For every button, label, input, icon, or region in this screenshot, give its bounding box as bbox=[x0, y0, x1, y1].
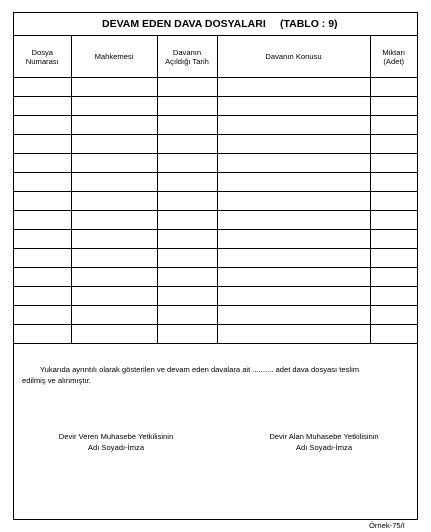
table-cell bbox=[370, 249, 417, 268]
table-cell bbox=[370, 173, 417, 192]
table-cell bbox=[370, 78, 417, 97]
table-cell bbox=[71, 325, 157, 344]
case-files-table bbox=[14, 35, 417, 344]
table-cell bbox=[14, 249, 71, 268]
title-row bbox=[14, 13, 417, 36]
table-cell bbox=[217, 306, 370, 325]
table-cell bbox=[14, 325, 71, 344]
table-cell bbox=[14, 135, 71, 154]
table-cell bbox=[71, 97, 157, 116]
col-header-quantity: Miktarı (Adet) bbox=[370, 36, 417, 78]
signature-right-role: Devir Alan Muhasebe Yetkilisinin bbox=[269, 432, 379, 441]
table-cell bbox=[14, 154, 71, 173]
table-cell bbox=[71, 230, 157, 249]
table-row bbox=[14, 249, 417, 268]
table-cell bbox=[14, 268, 71, 287]
table-cell bbox=[14, 211, 71, 230]
table-header-row bbox=[14, 36, 417, 78]
table-cell bbox=[370, 154, 417, 173]
table-cell bbox=[157, 287, 217, 306]
table-cell bbox=[370, 230, 417, 249]
signature-left-label: Adı Soyadı-İmza bbox=[87, 443, 145, 452]
table-cell bbox=[217, 97, 370, 116]
table-cell bbox=[370, 325, 417, 344]
table-cell bbox=[217, 325, 370, 344]
table-cell bbox=[157, 116, 217, 135]
table-cell bbox=[14, 192, 71, 211]
table-row bbox=[14, 306, 417, 325]
table-cell bbox=[71, 78, 157, 97]
col-header-subject: Davanın Konusu bbox=[217, 36, 370, 78]
table-cell bbox=[71, 211, 157, 230]
table-cell bbox=[217, 192, 370, 211]
table-cell bbox=[157, 268, 217, 287]
table-cell bbox=[157, 78, 217, 97]
table-cell bbox=[370, 306, 417, 325]
form-frame bbox=[13, 12, 418, 520]
table-cell bbox=[157, 230, 217, 249]
table-row bbox=[14, 135, 417, 154]
table-row bbox=[14, 268, 417, 287]
table-cell bbox=[71, 249, 157, 268]
table-row bbox=[14, 116, 417, 135]
table-cell bbox=[217, 78, 370, 97]
table-cell bbox=[157, 249, 217, 268]
table-cell bbox=[71, 154, 157, 173]
table-cell bbox=[217, 287, 370, 306]
signature-left-role: Devir Veren Muhasebe Yetkilisinin bbox=[58, 432, 174, 441]
table-cell bbox=[370, 192, 417, 211]
table-cell bbox=[71, 306, 157, 325]
table-cell bbox=[157, 173, 217, 192]
table-cell bbox=[370, 135, 417, 154]
table-cell bbox=[157, 135, 217, 154]
table-cell bbox=[370, 287, 417, 306]
table-cell bbox=[14, 97, 71, 116]
table-row bbox=[14, 97, 417, 116]
table-cell bbox=[71, 192, 157, 211]
signature-right bbox=[254, 431, 394, 453]
table-cell bbox=[370, 97, 417, 116]
table-cell bbox=[71, 173, 157, 192]
table-body bbox=[14, 78, 417, 344]
table-cell bbox=[157, 97, 217, 116]
table-cell bbox=[14, 78, 71, 97]
table-cell bbox=[217, 154, 370, 173]
table-row bbox=[14, 78, 417, 97]
signature-right-label: Adı Soyadı-İmza bbox=[295, 443, 353, 452]
table-cell bbox=[217, 268, 370, 287]
table-row bbox=[14, 154, 417, 173]
table-cell bbox=[71, 135, 157, 154]
table-cell bbox=[157, 325, 217, 344]
table-cell bbox=[14, 306, 71, 325]
table-row bbox=[14, 230, 417, 249]
table-row bbox=[14, 325, 417, 344]
form-title: DEVAM EDEN DAVA DOSYALARI bbox=[102, 18, 266, 30]
table-cell bbox=[157, 192, 217, 211]
table-cell bbox=[370, 116, 417, 135]
table-cell bbox=[14, 173, 71, 192]
table-row bbox=[14, 173, 417, 192]
table-cell bbox=[14, 116, 71, 135]
table-cell bbox=[217, 173, 370, 192]
col-header-filing-date: Davanın Açıldığı Tarih bbox=[157, 36, 217, 78]
table-cell bbox=[217, 116, 370, 135]
table-cell bbox=[157, 154, 217, 173]
table-row bbox=[14, 287, 417, 306]
table-cell bbox=[14, 230, 71, 249]
table-code: (TABLO : 9) bbox=[280, 18, 338, 30]
table-cell bbox=[71, 268, 157, 287]
table-cell bbox=[370, 211, 417, 230]
table-cell bbox=[217, 211, 370, 230]
table-cell bbox=[217, 249, 370, 268]
handover-statement bbox=[22, 365, 412, 386]
statement-line-1: Yukarıda ayrıntılı olarak gösterilen ve devam eden davalara ait .......... adet dava dosyası teslim bbox=[40, 365, 360, 374]
table-cell bbox=[71, 116, 157, 135]
table-cell bbox=[217, 230, 370, 249]
signature-left bbox=[46, 431, 186, 453]
table-cell bbox=[71, 287, 157, 306]
form-reference: Örnek-75/I bbox=[369, 521, 405, 530]
table-cell bbox=[217, 135, 370, 154]
statement-line-2: edilmiş ve alınmıştır. bbox=[22, 375, 91, 385]
table-row bbox=[14, 211, 417, 230]
table-row bbox=[14, 192, 417, 211]
table-cell bbox=[370, 268, 417, 287]
table-cell bbox=[157, 211, 217, 230]
table-cell bbox=[157, 306, 217, 325]
col-header-court: Mahkemesi bbox=[71, 36, 157, 78]
col-header-file-number: Dosya Numarası bbox=[14, 36, 71, 78]
table-cell bbox=[14, 287, 71, 306]
